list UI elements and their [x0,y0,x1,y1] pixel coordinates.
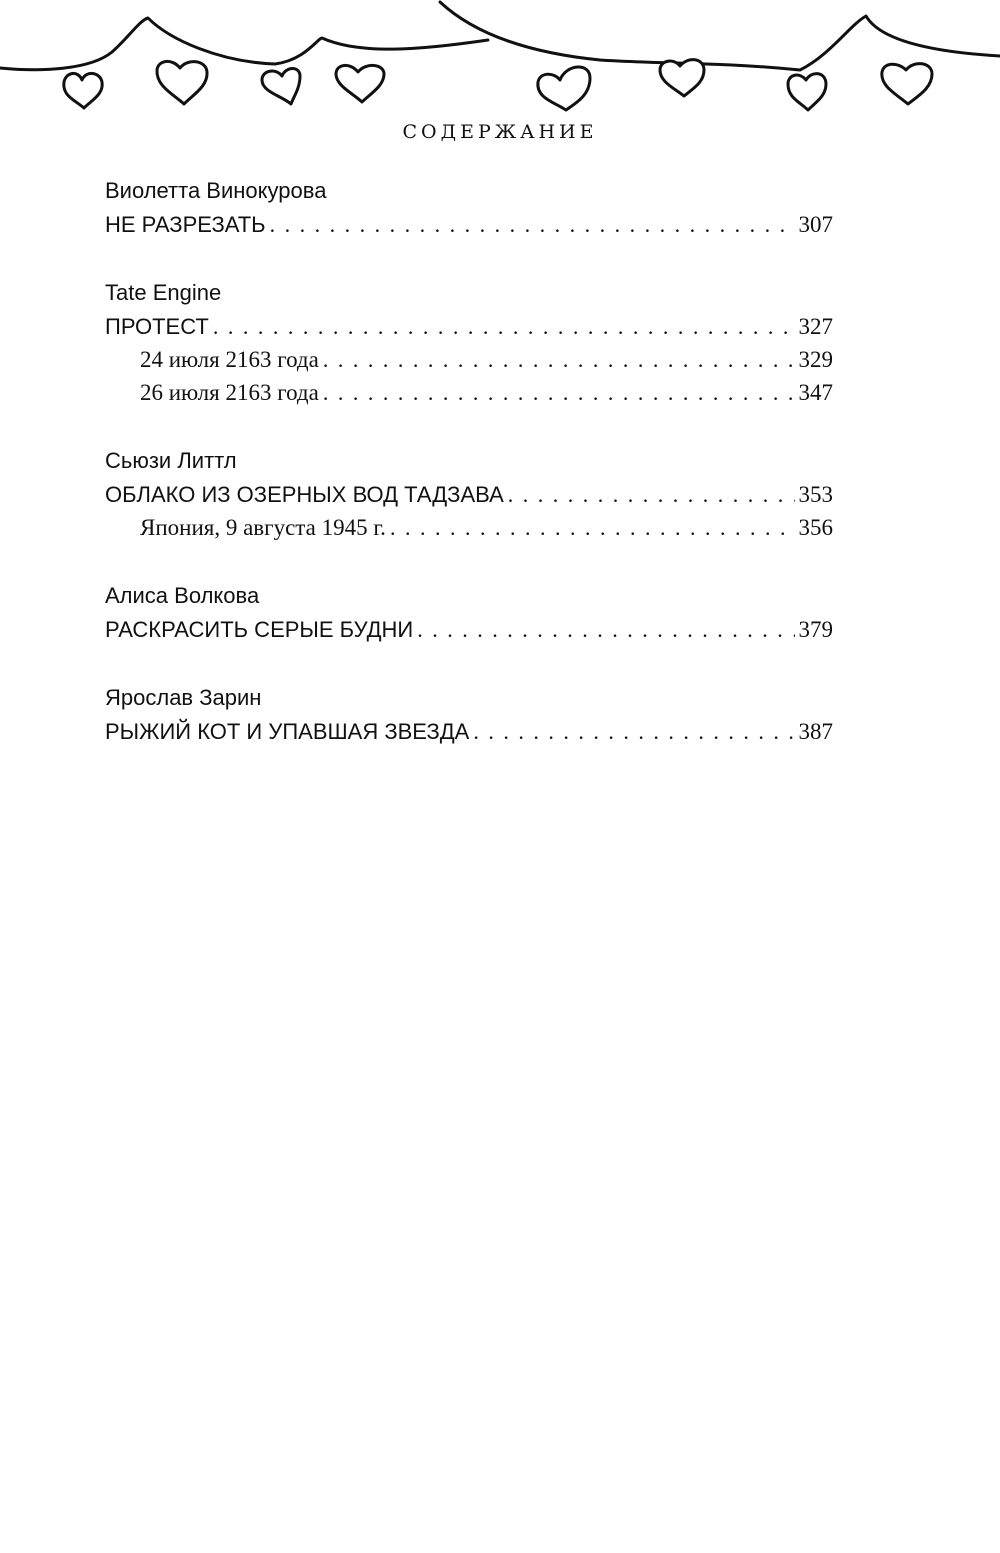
heart-icon [788,74,826,110]
author-name: Сьюзи Литтл [105,448,237,473]
author-name: Алиса Волкова [105,583,260,608]
toc-entry[interactable] [105,615,833,648]
heart-garland-decoration [0,0,1000,120]
page-number: 379 [798,617,833,642]
entry-title: Япония, 9 августа 1945 г. [140,515,386,540]
toc-subentry[interactable] [105,378,833,411]
toc-subentry[interactable] [105,513,833,546]
dot-leader [213,312,795,342]
entry-title: 24 июля 2163 года [140,347,319,372]
dot-leader [270,210,795,240]
page-number: 353 [798,482,833,507]
heart-icon [336,65,384,102]
heart-icon [538,67,590,110]
page-number: 387 [798,719,833,744]
toc-entry[interactable] [105,480,833,513]
garland-string-right [440,2,1000,70]
heart-icon [660,60,704,96]
entry-title: НЕ РАЗРЕЗАТЬ [105,212,266,237]
dot-leader [323,378,795,408]
toc-entry[interactable] [105,312,833,345]
entry-title: 26 июля 2163 года [140,380,319,405]
toc-section [105,176,833,243]
heart-icon [157,61,207,104]
toc-section [105,446,833,546]
garland-string-left [0,18,488,70]
author-name: Tate Engine [105,280,222,305]
entry-title: ОБЛАКО ИЗ ОЗЕРНЫХ ВОД ТАДЗАВА [105,482,504,507]
page-number: 356 [798,515,833,540]
heart-icon [882,64,932,104]
toc-subentry[interactable] [105,345,833,378]
page-number: 327 [798,314,833,339]
page-title: СОДЕРЖАНИЕ [402,121,598,143]
page-number: 307 [798,212,833,237]
page-number: 347 [798,380,833,405]
dot-leader [390,513,795,543]
dot-leader [473,717,794,747]
toc-entry[interactable] [105,717,833,750]
heart-icon [64,73,102,108]
author-name: Ярослав Зарин [105,685,262,710]
dot-leader [323,345,795,375]
toc-section [105,278,833,411]
heart-icon [262,69,300,105]
dot-leader [508,480,795,510]
author-name: Виолетта Винокурова [105,178,327,203]
dot-leader [417,615,794,645]
entry-title: РАСКРАСИТЬ СЕРЫЕ БУДНИ [105,617,414,642]
toc-entry[interactable] [105,210,833,243]
toc-section [105,581,833,648]
entry-title: ПРОТЕСТ [105,314,209,339]
entry-title: РЫЖИЙ КОТ И УПАВШАЯ ЗВЕЗДА [105,719,470,744]
table-of-contents [105,176,833,750]
page-number: 329 [798,347,833,372]
toc-section [105,683,833,750]
